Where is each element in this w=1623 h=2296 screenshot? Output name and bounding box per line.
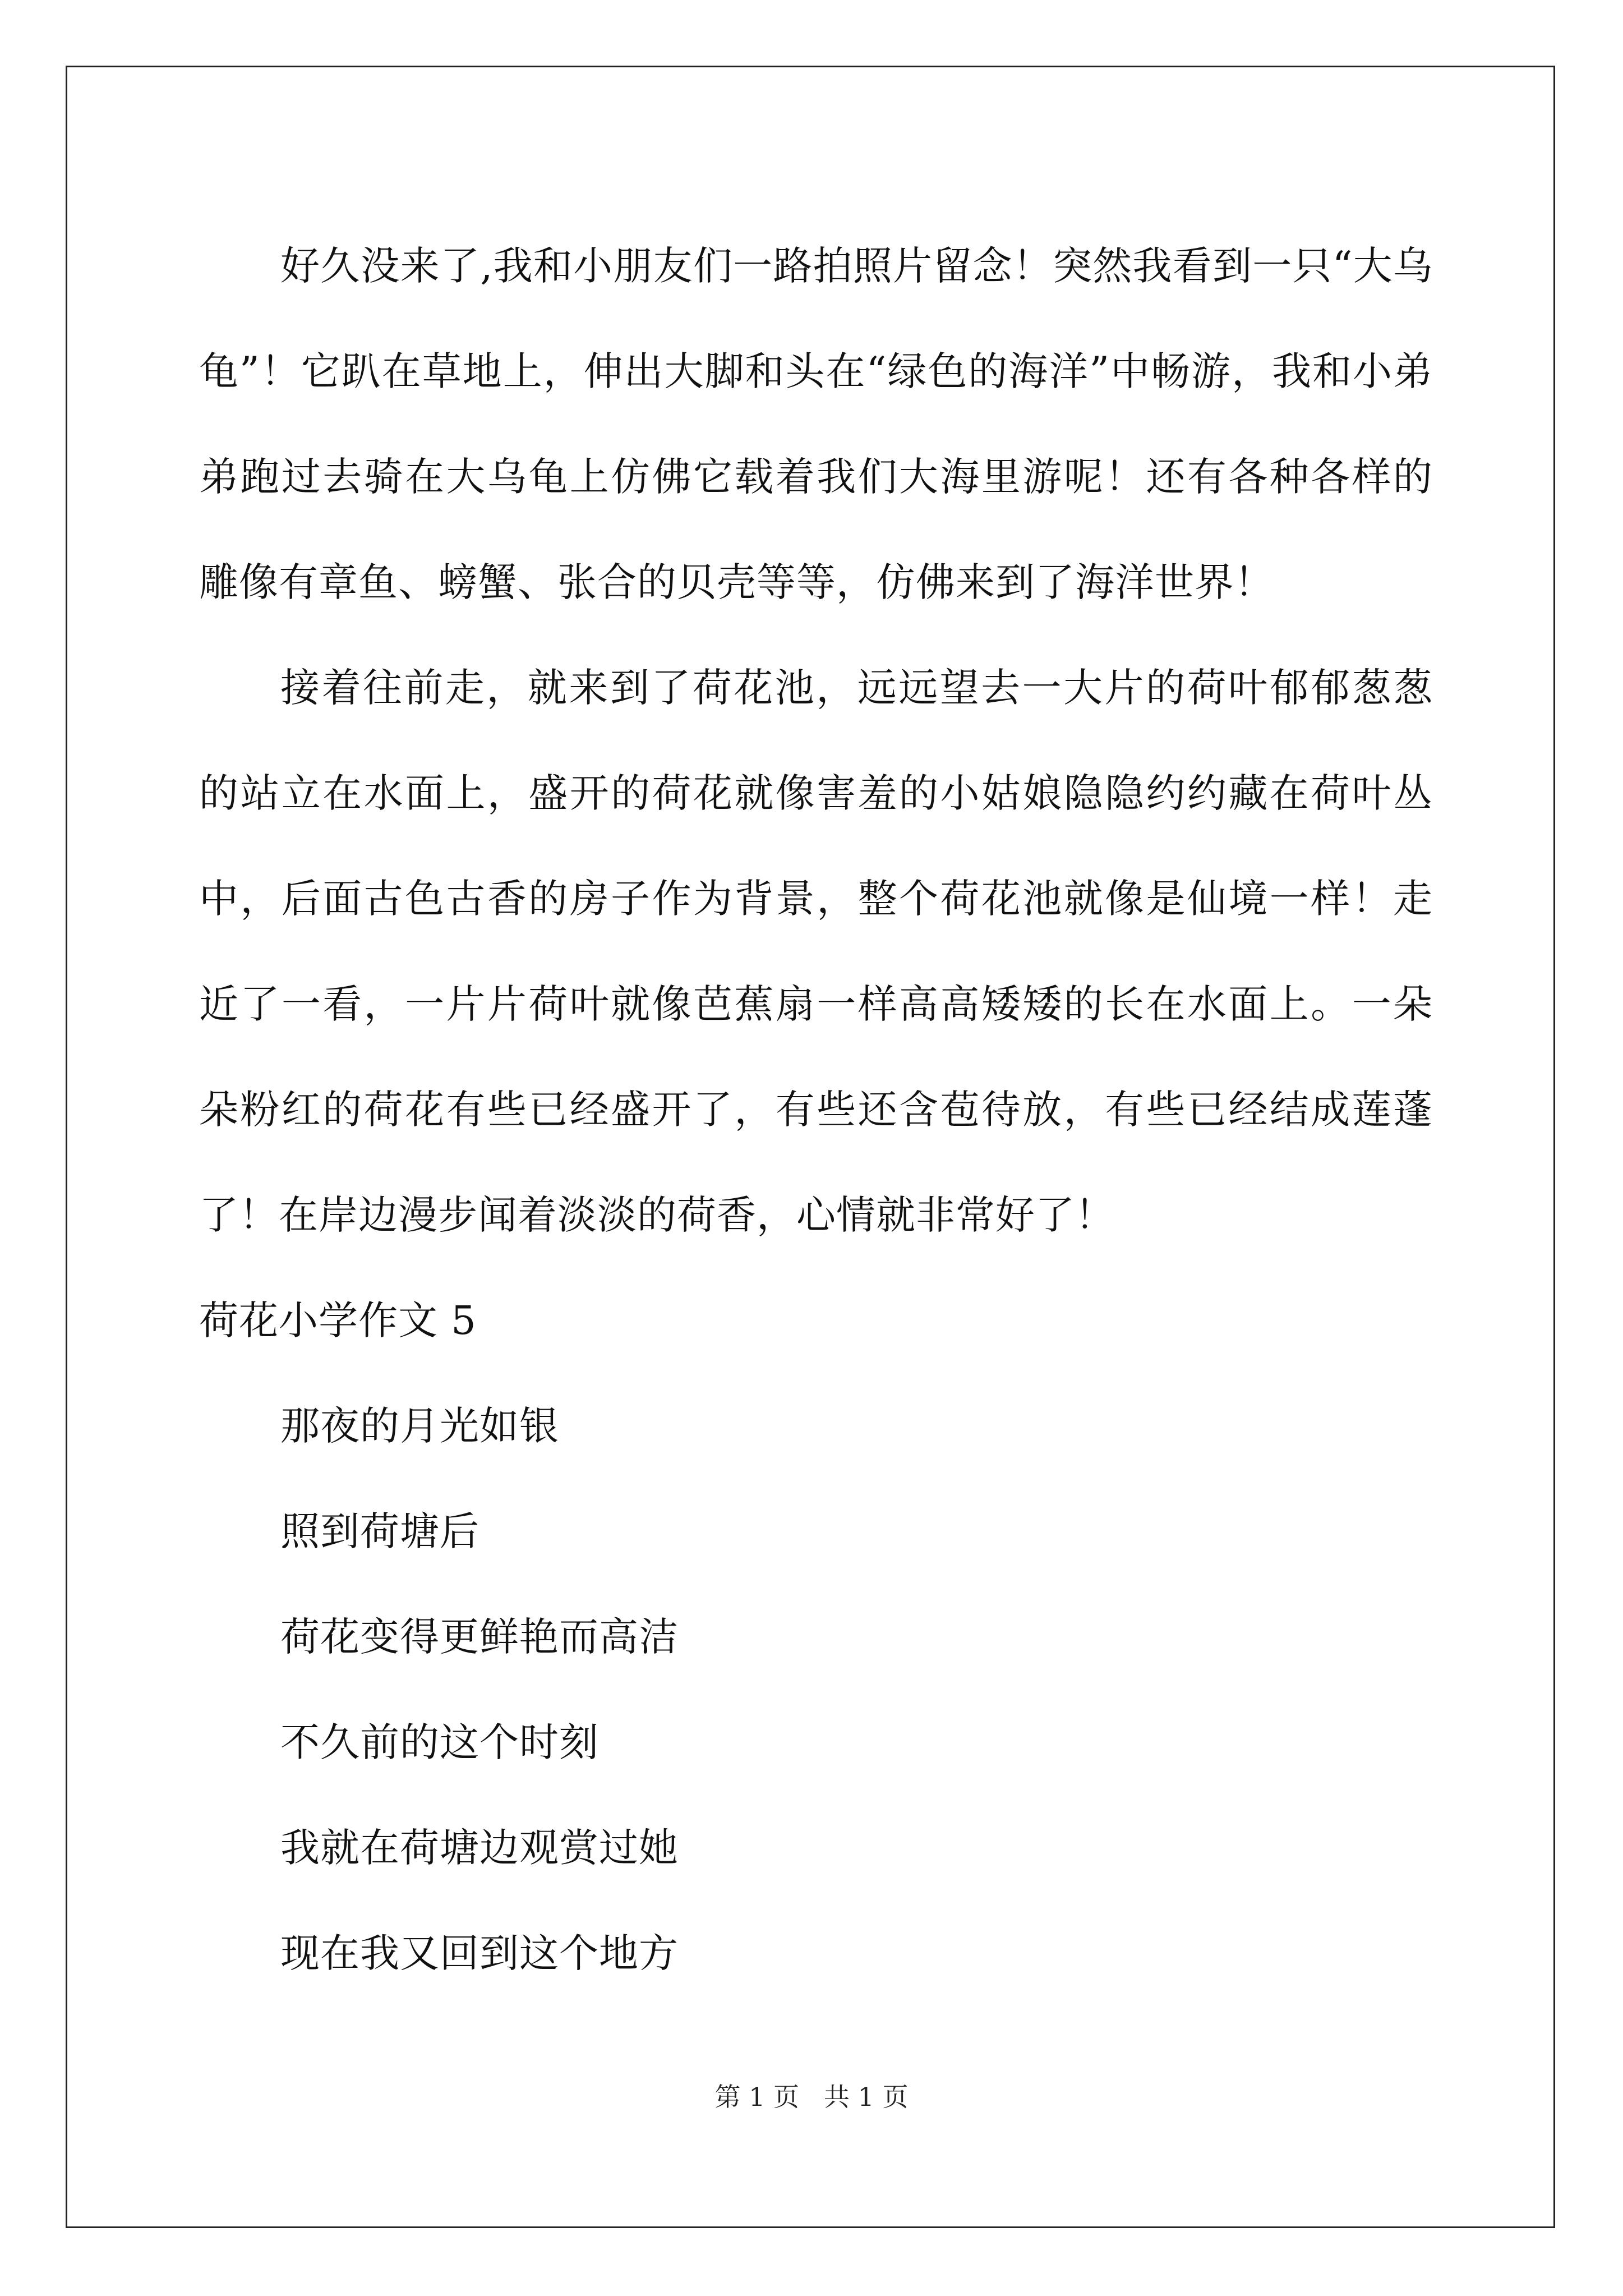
paragraph-2: 接着往前走，就来到了荷花池，远远望去一大片的荷叶郁郁葱葱的站立在水面上，盛开的荷花就像害羞的小姑娘隐隐约约藏在荷叶丛中，后面古色古香的房子作为背景，整个荷花池就像是仙境一样！走近了一看，一片片荷叶就像芭蕉扇一样高高矮矮的长在水面上。一朵朵粉红的荷花有些已经盛开了，有些还含苞待放，有些已经结成莲蓬了！在岸边漫步闻着淡淡的荷香，心情就非常好了！ xyxy=(199,665,1433,1238)
paragraph-1: 好久没来了,我和小朋友们一路拍照片留念！突然我看到一只“大乌龟”！它趴在草地上，伸出大脚和头在“绿色的海洋”中畅游，我和小弟弟跑过去骑在大乌龟上仿佛它载着我们大海里游呢！还有各种各样的雕像有章鱼、螃蟹、张合的贝壳等等，仿佛来到了海洋世界！ xyxy=(199,243,1433,605)
section-heading: 荷花小学作文 5 xyxy=(199,1297,477,1343)
poem-line-5: 我就在荷塘边观赏过她 xyxy=(280,1825,679,1871)
page-total: 共 1 页 xyxy=(823,2082,909,2112)
poem-line-2: 照到荷塘后 xyxy=(280,1508,479,1554)
poem-line-1: 那夜的月光如银 xyxy=(280,1403,559,1449)
document-body xyxy=(199,213,1433,2006)
poem-line-6: 现在我又回到这个地方 xyxy=(280,1930,679,1976)
page-number: 第 1 页 xyxy=(714,2082,800,2112)
poem-line-4: 不久前的这个时刻 xyxy=(280,1719,599,1765)
poem-line-3: 荷花变得更鲜艳而高洁 xyxy=(280,1614,679,1660)
page-footer xyxy=(0,2080,1623,2114)
